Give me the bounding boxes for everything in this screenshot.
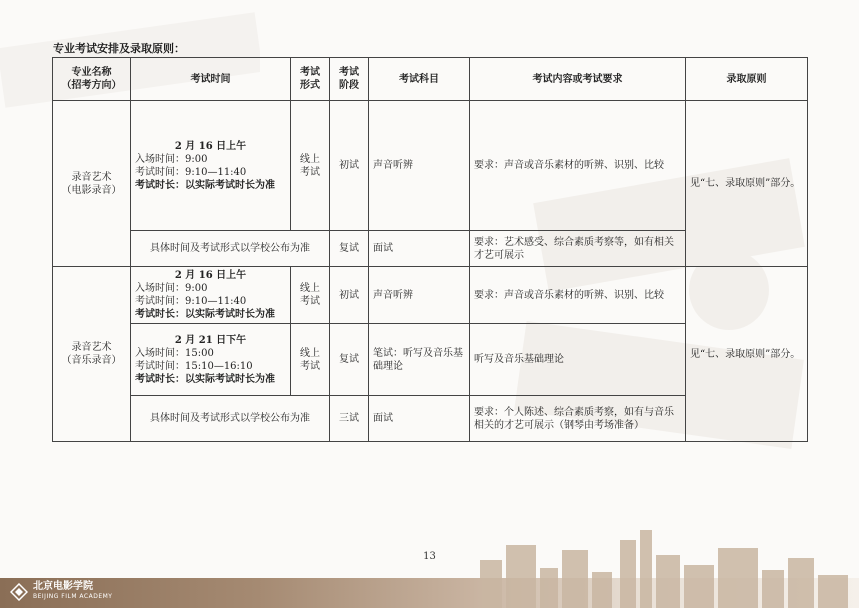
form-line1: 线上 (300, 283, 320, 294)
header-content: 考试内容或考试要求 (470, 58, 686, 101)
exam-time: 考试时间：9:10—11:40 (135, 166, 247, 178)
subject-cell: 声音听辨 (369, 101, 470, 231)
time-cell: 具体时间及考试形式以学校公布为准 (131, 396, 330, 442)
form-line1: 线上 (300, 153, 320, 165)
stage-cell: 复试 (330, 231, 369, 267)
major-name: 录音艺术 (71, 171, 112, 183)
academy-emblem-icon (10, 583, 28, 601)
exam-duration: 考试时长：以实际考试时长为准 (135, 309, 275, 320)
section-heading: 专业考试安排及录取原则： (53, 42, 185, 55)
major-direction: （电影录音） (61, 184, 122, 196)
header-form-line2: 形式 (300, 80, 320, 91)
form-cell (291, 267, 330, 324)
header-stage (330, 58, 369, 101)
content-cell: 要求：声音或音乐素材的听辨、识别、比较 (470, 267, 686, 324)
major-cell (53, 101, 131, 267)
page-number: 13 (423, 551, 436, 562)
admission-cell: 见“七、录取原则”部分。 (686, 267, 808, 442)
subject-cell: 声音听辨 (369, 267, 470, 324)
academy-logo (10, 582, 112, 602)
table-header-row (53, 58, 808, 101)
time-cell (131, 324, 291, 396)
exam-duration: 考试时长：以实际考试时长为准 (135, 373, 275, 385)
admission-cell: 见“七、录取原则”部分。 (686, 101, 808, 267)
exam-time: 考试时间：9:10—11:40 (135, 296, 247, 307)
header-stage-line1: 考试 (339, 67, 359, 78)
entry-time: 入场时间：9:00 (135, 153, 208, 165)
subject-cell: 面试 (369, 231, 470, 267)
subject-cell: 笔试：听写及音乐基础理论 (369, 324, 470, 396)
form-line1: 线上 (300, 347, 320, 359)
stage-cell: 初试 (330, 101, 369, 231)
logo-name-en: BEIJING FILM ACADEMY (33, 593, 113, 600)
logo-name-cn: 北京电影学院 (33, 581, 93, 592)
exam-time: 考试时间：15:10—16:10 (135, 360, 253, 372)
form-cell (291, 324, 330, 396)
major-name: 录音艺术 (71, 342, 112, 353)
stage-cell: 初试 (330, 267, 369, 324)
major-direction: （音乐录音） (61, 355, 122, 366)
time-cell (131, 267, 291, 324)
table-row (53, 267, 808, 324)
exam-date: 2 月 21 日下午 (174, 334, 247, 346)
time-cell: 具体时间及考试形式以学校公布为准 (131, 231, 330, 267)
entry-time: 入场时间：9:00 (135, 283, 208, 294)
table-row (53, 101, 808, 231)
header-major (53, 58, 131, 101)
major-cell (53, 267, 131, 442)
exam-date: 2 月 16 日上午 (174, 270, 247, 281)
exam-schedule-table (52, 57, 808, 442)
exam-date: 2 月 16 日上午 (174, 140, 247, 152)
header-subject: 考试科目 (369, 58, 470, 101)
header-form (291, 58, 330, 101)
entry-time: 入场时间：15:00 (135, 347, 214, 359)
form-line2: 考试 (300, 360, 320, 372)
header-major-line2: （招考方向） (61, 80, 122, 91)
stage-cell: 复试 (330, 324, 369, 396)
content-cell: 要求：声音或音乐素材的听辨、识别、比较 (470, 101, 686, 231)
content-cell: 要求：艺术感受、综合素质考察等，如有相关才艺可展示 (470, 231, 686, 267)
form-line2: 考试 (300, 166, 320, 178)
content-cell: 听写及音乐基础理论 (470, 324, 686, 396)
subject-cell: 面试 (369, 396, 470, 442)
header-major-line1: 专业名称 (71, 67, 112, 78)
form-line2: 考试 (300, 296, 320, 307)
exam-duration: 考试时长：以实际考试时长为准 (135, 179, 275, 191)
form-cell (291, 101, 330, 231)
header-form-line1: 考试 (300, 67, 320, 78)
header-stage-line2: 阶段 (339, 80, 359, 91)
content-cell: 要求：个人陈述、综合素质考察，如有与音乐相关的才艺可展示（钢琴由考场准备） (470, 396, 686, 442)
header-admission: 录取原则 (686, 58, 808, 101)
stage-cell: 三试 (330, 396, 369, 442)
city-skyline-decoration (470, 520, 859, 608)
header-time: 考试时间 (131, 58, 291, 101)
time-cell (131, 101, 291, 231)
